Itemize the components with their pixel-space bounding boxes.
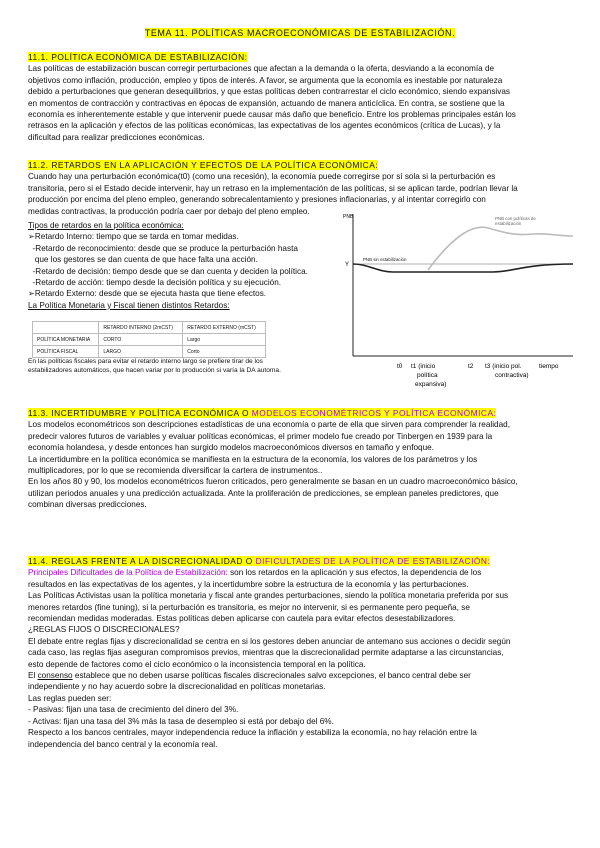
text-line: retrasos en la aplicación y efectos de las políticas económicas, las expectativas de los agentes económicos (crítica de Lucas), y la: [28, 121, 501, 131]
table-row: [33, 334, 266, 346]
y-tick-label: Y: [345, 262, 350, 268]
text-line: en momentos de contracción y contractivas en épocas de expansión, actuando de manera anticíclica. En contra, se sostiene que la: [28, 98, 505, 108]
text-line: La incertidumbre en la política económica se manifiesta en la estructura de la economía, los valores de los parámetros y los: [28, 454, 478, 464]
text-line: esto depende de factores como el ciclo económico o la inconsistencia temporal en la política.: [28, 659, 366, 669]
text-line: resultados en las expectativas de los agentes, y la incertidumbre sobre la estructura de la economía y las perturbaciones.: [28, 579, 469, 589]
table-cell: LARGO: [99, 346, 183, 358]
x-label-time: tiempo: [539, 363, 559, 370]
section-body: [28, 63, 574, 143]
table-header-row: [33, 322, 266, 334]
delays-table: [32, 321, 266, 358]
text-line: Los modelos econométricos son descripciones estadísticas de una economía o parte de ella que sirven para comprender la realidad,: [28, 420, 510, 430]
delays-chart: [333, 206, 583, 394]
section-heading: 11.1. POLÍTICA ECONÓMICA DE ESTABILIZACIÓN:: [28, 52, 248, 62]
y-axis-label: PNB: [343, 214, 354, 220]
text-line: debido a perturbaciones que generan desequilibrios, y que estas políticas deben contrarrestar el ciclo económico, siendo expansivas: [28, 87, 510, 97]
text-line: independencia del banco central y la economía real.: [28, 739, 218, 749]
base-curve-label: PNB sin estabilización: [363, 257, 407, 262]
text-line: utilizan periodos anuales y una predicción actualizada. Ante la proliferación de predicciones, se emplean paneles predictores, que: [28, 488, 499, 498]
text-line: transitoria, pero si el Estado decide intervenir, hay un retraso en la implementación de las políticas, si se aplican tarde, podrían llevar la: [28, 183, 518, 193]
text-line: Las políticas de estabilización buscan corregir perturbaciones que afectan a la demanda o la oferta, desviando a la economía de: [28, 64, 495, 74]
text-line: economía es inherentemente estable y que intervenir puede causar más daño que beneficio. Entre los problemas principales están los: [28, 110, 516, 120]
table-cell: RETARDO INTERNO (2mCST): [99, 322, 183, 334]
table-cell: [33, 322, 99, 334]
text-line: predecir valores futuros de variables y evaluar políticas económicas, el primer modelo fue creado por Tinbergen en 1939 para la: [28, 431, 493, 441]
text-line: recomiendan medidas moderadas. Estas políticas deben aplicarse con cautela para evitar efectos desestabilizadores.: [28, 614, 456, 624]
curve-label-1: PNB con políticas de: [495, 216, 536, 221]
text-line: cada caso, las reglas fijas aseguran compromisos previos, mientras que la discrecionalidad permite adaptarse a las circunstancias,: [28, 648, 504, 658]
table-cell: CORTO: [99, 334, 183, 346]
fiscal-note: [28, 358, 368, 376]
text-line: multiplicadores, por lo que se recomienda diversificar la cartera de instrumentos..: [28, 466, 323, 476]
text-line: economía holandesa, y desde entonces han surgido modelos macroeconómicos diversos en tamaño y enfoque.: [28, 443, 434, 453]
text-line: Respecto a los bancos centrales, mayor independencia reduce la inflación y estabiliza la economía, no hay relación entre la: [28, 728, 477, 738]
text-line: Las Políticas Activistas usan la política monetaria y fiscal ante grandes perturbaciones, siendo la política monetaria preferida por sus: [28, 591, 509, 601]
x-label-t1: t1 (inicio: [411, 363, 436, 370]
section-11-1: [28, 52, 574, 143]
intro-line: [28, 567, 574, 578]
list-item: ➢Retardo Externo: desde que se ejecuta hasta que tiene efectos.: [28, 289, 267, 299]
chart-axes: [353, 214, 573, 356]
question-heading: ¿REGLAS FIJOS O DISCRECIONALES?: [28, 625, 180, 635]
heading-part: 11.4. REGLAS FRENTE A LA DISCRECIONALIDAD O: [28, 556, 256, 566]
list-item: que los gestores se dan cuenta de que hace falta una acción.: [28, 255, 258, 265]
table-cell: RETARDO EXTERNO (mCST): [183, 322, 266, 334]
consenso-pre: El: [28, 671, 38, 681]
heading-part-colored: DIFICULTADES DE LA POLÍTICA DE ESTABILIZACIÓN:: [255, 556, 491, 566]
text-line: independiente y no hay acuerdo sobre la discrecionalidad en políticas monetarias.: [28, 682, 326, 692]
heading-part: 11.3. INCERTIDUMBRE Y POLÍTICA ECONÓMICA O: [28, 408, 252, 418]
consenso-post: establece que no deben usarse políticas fiscales discrecionales salvo excepciones, el banco central debe ser: [72, 671, 471, 681]
text-line: En los años 80 y 90, los modelos econométricos fueron criticados, pero generalmente se basan en un cuadro macroeconómico básico,: [28, 477, 518, 487]
text-line: - Activas: fijan una tasa del 3% más la tasa de desempleo si está por debajo del 6%.: [28, 716, 334, 726]
text-line: estabilizadores automáticos, que hacen variar por lo producción si varía la DA automa.: [28, 366, 281, 374]
list-item: -Retardo de reconocimiento: desde que se produce la perturbación hasta: [28, 243, 298, 253]
section-11-3: [28, 408, 574, 511]
policy-delays-title: La Política Monetaria y Fiscal tienen distintos Retardos:: [28, 300, 230, 310]
heading-part-colored: MODELOS ECONOMÉTRICOS Y POLÍTICA ECONÓMICA:: [251, 408, 497, 418]
intro-rest: son los retardos en la aplicación y sus efectos, la dependencia de los: [227, 568, 482, 578]
text-line: producción por encima del pleno empleo, generando sobrecalentamiento y presiones inflacionarias, y al intentar corregirlo con: [28, 195, 486, 205]
x-label-t0: t0: [397, 363, 403, 370]
text-line: - Pasivas: fijan una tasa de crecimiento del dinero del 3%.: [28, 705, 239, 715]
delay-types: [28, 220, 358, 311]
text-line: combinan diversas predicciones.: [28, 500, 147, 510]
section-heading: 11.2. RETARDOS EN LA APLICACIÓN Y EFECTOS DE LA POLÍTICA ECONÓMICA:: [28, 160, 379, 170]
list-item: ➢Retardo Interno: tiempo que se tarda en tomar medidas.: [28, 232, 239, 242]
curve-without-stabilization: [353, 264, 573, 272]
page-title: TEMA 11. POLÍTICAS MACROECONÓMICAS DE ESTABILIZACIÓN.: [144, 28, 456, 38]
text-line: Cuando hay una perturbación económica(t0) (como una recesión), la economía puede corregirse por sí sola si la perturbación es: [28, 172, 496, 182]
text-line: objetivos como inflación, producción, empleo y tipos de interés. A favor, se argumenta que la economía es inestable por naturaleza: [28, 75, 503, 85]
text-line: El debate entre reglas fijas y discrecionalidad se centra en si los gestores deben anunciar de antemano sus acciones o decidir según: [28, 636, 511, 646]
text-line: menores retardos (fine tuning), si la perturbación es transitoria, es mejor no intervenir, si es permanente pero pequeña, se: [28, 602, 470, 612]
text-line: En las políticas fiscales para evitar el retardo interno largo se prefiere tirar de los: [28, 358, 263, 365]
list-item: -Retardo de decisión: tiempo desde que se dan cuenta y deciden la política.: [28, 266, 308, 276]
text-line: dificultad para realizar predicciones económicas.: [28, 132, 205, 142]
intro-highlight: Principales Dificultades de la Política de Estabilización:: [28, 568, 228, 578]
x-label-t3b: contractiva): [495, 372, 529, 379]
curve-label-2: estabilización: [495, 221, 522, 226]
list-item: -Retardo de acción: tiempo desde la decisión política y su ejecución.: [28, 278, 282, 288]
table-cell: Corto: [183, 346, 266, 358]
x-label-t3: t3 (inicio pol.: [485, 363, 522, 370]
x-label-t1b: política: [417, 372, 438, 379]
table-row: [33, 346, 266, 358]
section-11-4: [28, 556, 574, 750]
x-label-t1c: expansiva): [415, 381, 447, 388]
text-line: Las reglas pueden ser:: [28, 693, 112, 703]
x-label-t2: t2: [468, 363, 474, 370]
delay-types-title: Tipos de retardos en la política económica:: [28, 221, 184, 230]
section-heading: [28, 556, 490, 566]
text-line: medidas contractivas, la producción podría caer por debajo del pleno empleo.: [28, 206, 310, 216]
section-heading: [28, 408, 496, 418]
consenso-word: consenso: [37, 671, 73, 681]
table-cell: Largo: [183, 334, 266, 346]
table-cell: POLÍTICA MONETARIA: [33, 334, 99, 346]
table-cell: POLÍTICA FISCAL: [33, 346, 99, 358]
consenso-line: [28, 670, 574, 681]
curve-with-stabilization: [428, 227, 573, 270]
